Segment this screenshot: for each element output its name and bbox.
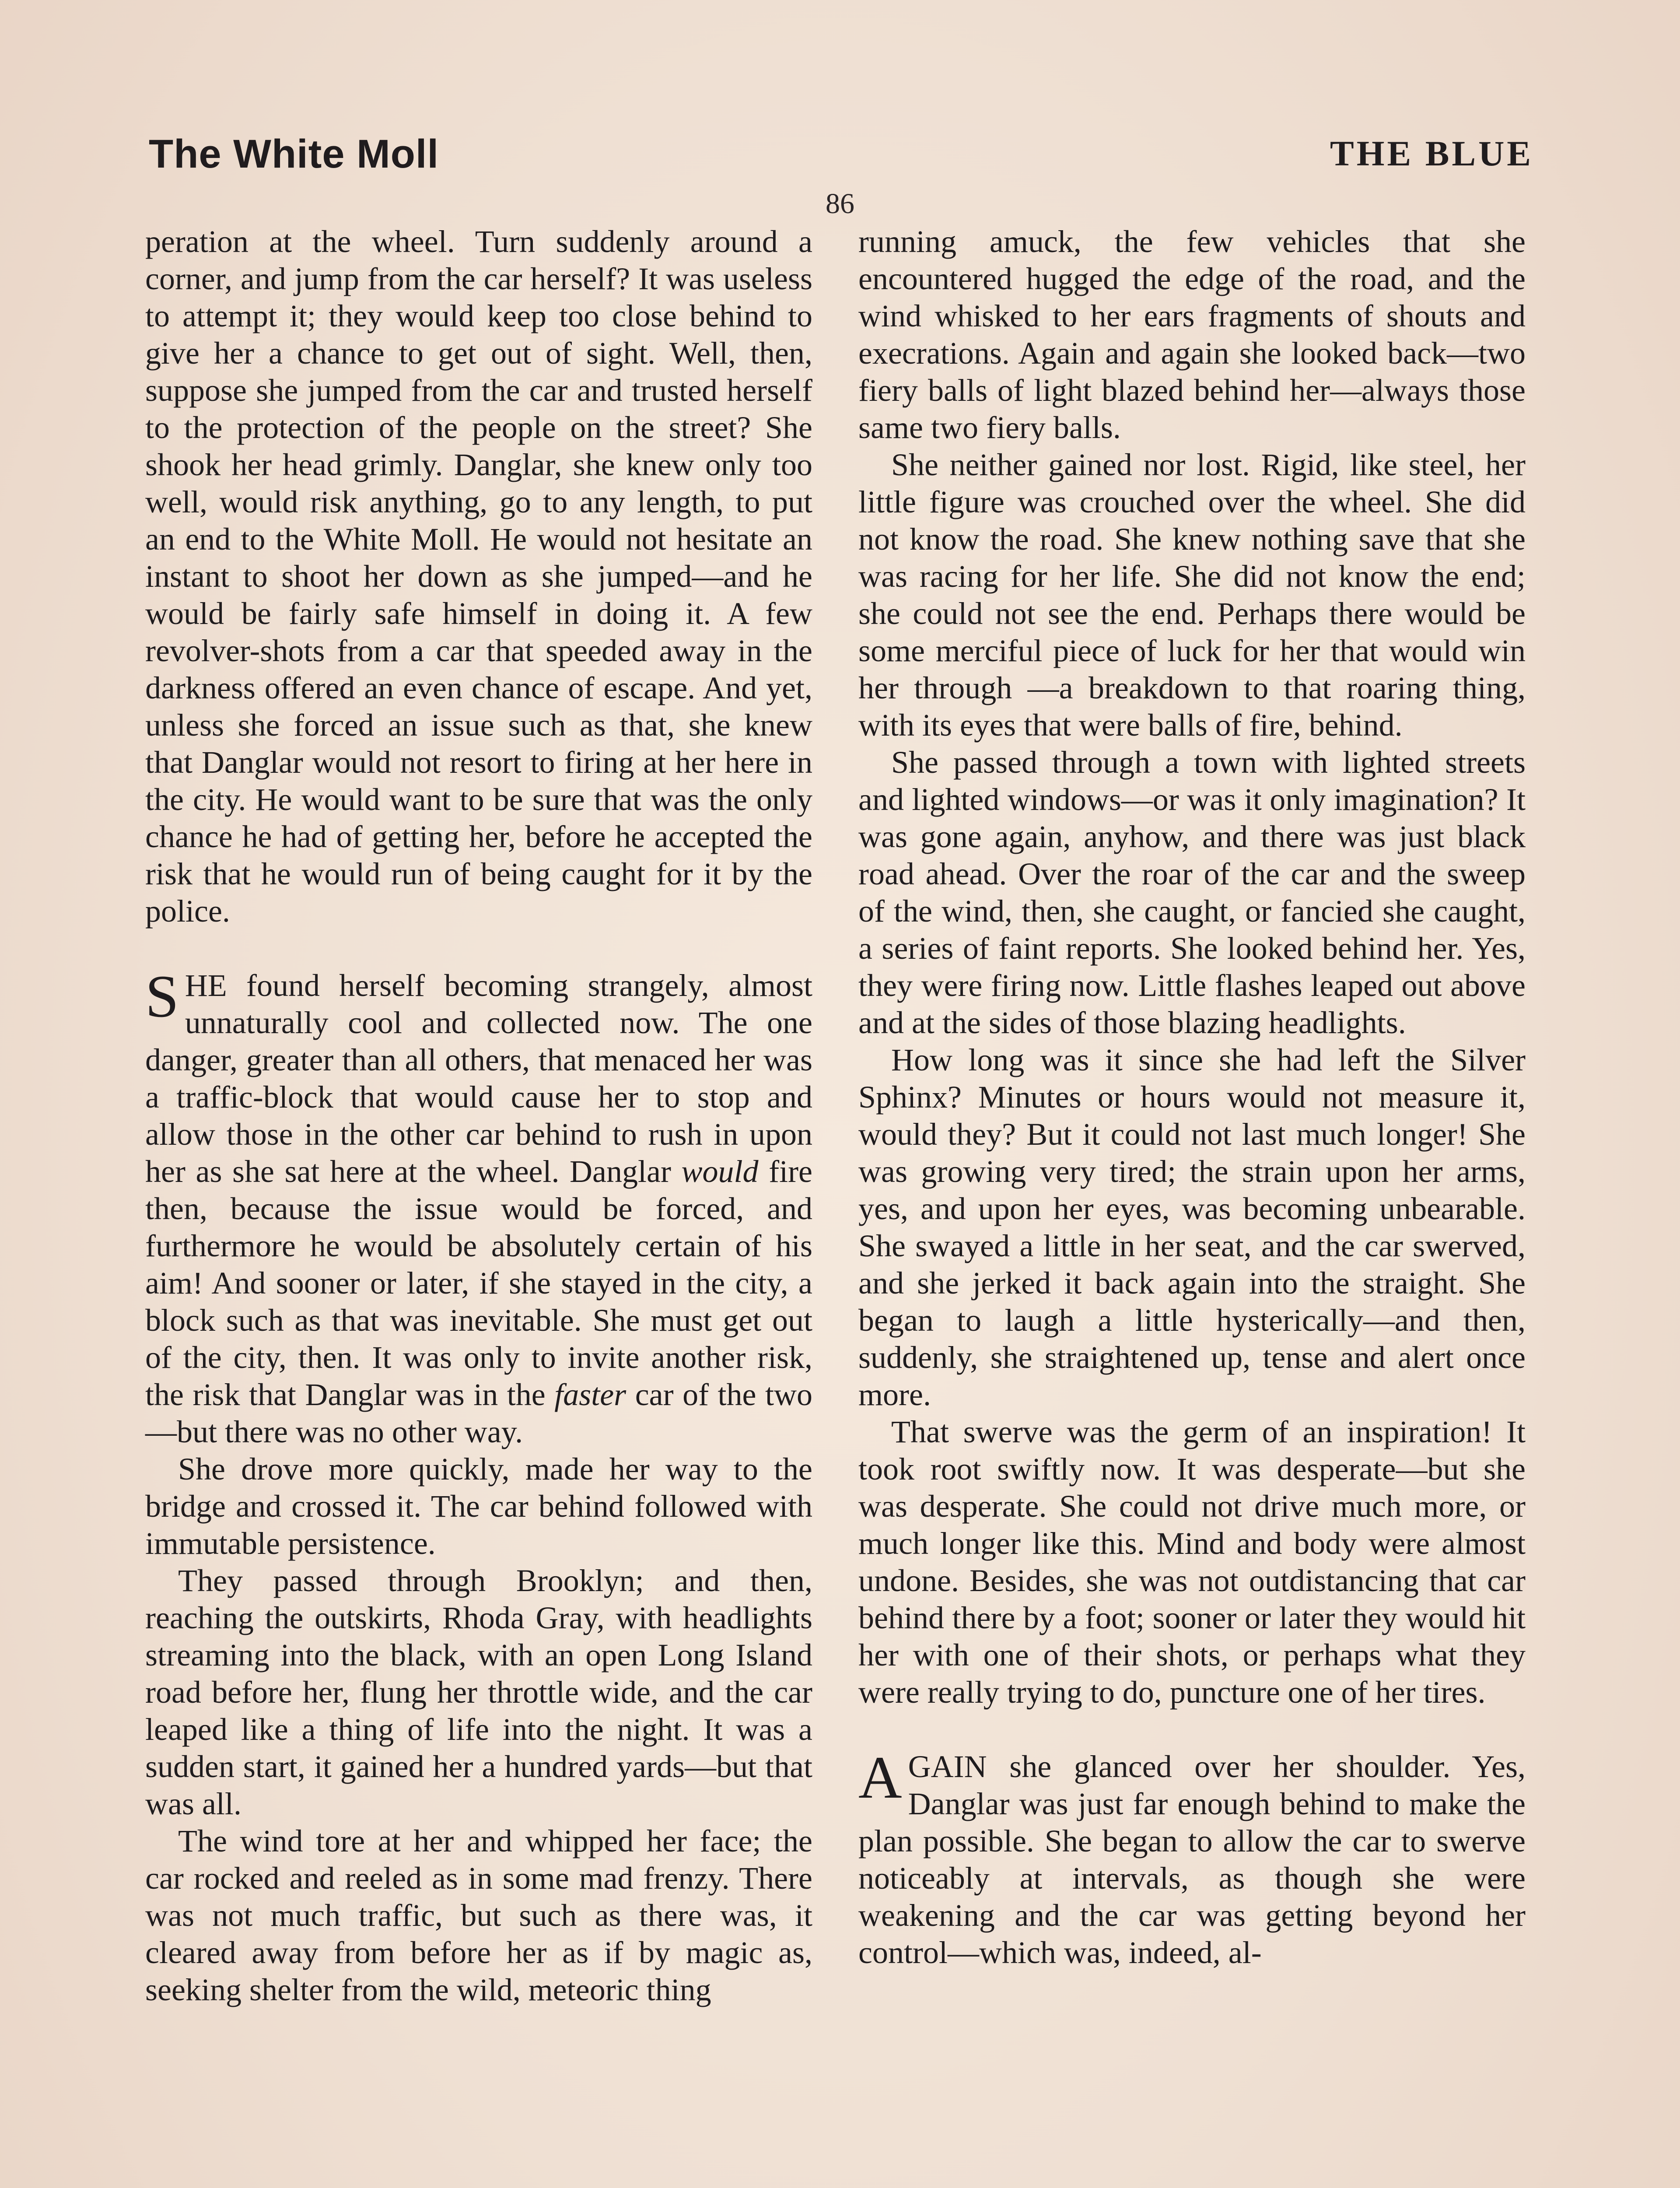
paragraph: peration at the wheel. Turn suddenly around a corner, and jump from the car herself? It was useless to attempt it; they would keep too close behind to give her a chance to get out of sight. Well, then, suppose she jumped from the car and trusted herself to the protection of the people on the street? She shook her head grimly. Danglar, she knew only too well, would risk anything, go to any length, to put an end to the White Moll. He would not hesitate an instant to shoot her down as she jumped—and he would be fairly safe himself in doing it. A few revolver-shots from a car that speeded away in the darkness offered an even chance of escape. And yet, unless she forced an issue such as that, she knew that Danglar would not resort to firing at her here in the city. He would want to be sure that was the only chance he had of getting her, before he accepted the risk that he would run of being caught for it by the police.	[145, 224, 812, 929]
running-title: The White Moll	[149, 132, 439, 176]
italic-word: would	[681, 1154, 759, 1189]
paragraph-text: fire then, because the issue would be forced, and furthermore he would be absolutely certain of his aim! And sooner or later, if she stayed in the city, a block such as that was inevitable. She must get out of the city, then. It was only to invite another risk, the risk that Danglar was in the	[145, 1154, 813, 1412]
paragraph: How long was it since she had left the Silver Sphinx? Minutes or hours would not measure it, would they? But it could not last much longer! She was growing very tired; the strain upon her arms, yes, and upon her eyes, was becoming unbearable. She swayed a little in her seat, and the car swerved, and she jerked it back again into the straight. She began to laugh a little hysterically—and then, suddenly, she straightened up, tense and alert once more.	[858, 1042, 1526, 1412]
paragraph: The wind tore at her and whipped her face; the car rocked and reeled as in some mad frenzy. There was not much traffic, but such as there was, it cleared away from before her as if by magic as, seeking shelter from the wild, meteoric thing	[145, 1823, 812, 2007]
paragraph: They passed through Brooklyn; and then, reaching the outskirts, Rhoda Gray, with headlights streaming into the black, with an open Long Island road before her, flung her throttle wide, and the car leaped like a thing of life into the night. It was a sudden start, it gained her a hundred yards—but that was all.	[145, 1563, 812, 1821]
italic-word: faster	[554, 1377, 626, 1412]
drop-cap: S	[145, 963, 179, 1030]
running-header	[149, 131, 1533, 179]
section-opening-paragraph	[145, 963, 813, 1451]
page-number: 86	[826, 188, 854, 220]
paragraph: She drove more quickly, made her way to the bridge and crossed it. The car behind followed with immutable persistence.	[145, 1452, 812, 1561]
left-column	[145, 223, 812, 2009]
running-section: THE BLUE	[1330, 133, 1533, 173]
paragraph: She neither gained nor lost. Rigid, like steel, her little figure was crouched over the wheel. She did not know the road. She knew nothing save that she was racing for her life. She did not know the end; she could not see the end. Perhaps there would be some merciful piece of luck for her that would win her through —a breakdown to that roaring thing, with its eyes that were balls of fire, behind.	[858, 447, 1526, 743]
right-column	[858, 223, 1526, 1971]
section-lead-in: HE	[185, 968, 227, 1003]
paragraph-text: she glanced over her shoulder. Yes, Danglar was just far enough behind to make the plan possible. She began to allow the car to swerve noticeably at intervals, as though she were weakening and the car was getting beyond her control—which was, indeed, al-	[858, 1749, 1526, 1970]
paragraph: That swerve was the germ of an inspiration! It took root swiftly now. It was desperate—but she was desperate. She could not drive much more, or much longer like this. Mind and body were almost undone. Besides, she was not outdistancing that car behind there by a foot; sooner or later they would hit her with one of their shots, or perhaps what they were really trying to do, puncture one of her tires.	[858, 1414, 1526, 1710]
paragraph-text: car of the two—but there was no other way.	[145, 1377, 812, 1449]
section-opening-paragraph	[858, 1744, 1526, 1971]
section-lead-in: GAIN	[908, 1749, 987, 1784]
paragraph-text: found herself becoming strangely, almost unnaturally cool and collected now. The one danger, greater than all others, that menaced her was a traffic-block that would cause her to stop and allow those in the other car behind to rush in upon her as she sat here at the wheel. Danglar	[145, 968, 812, 1189]
paragraph: She passed through a town with lighted streets and lighted windows—or was it only imagination? It was gone again, anyhow, and there was just black road ahead. Over the roar of the car and the sweep of the wind, then, she caught, or fancied she caught, a series of faint reports. She looked behind her. Yes, they were firing now. Little flashes leaped out above and at the sides of those blazing headlights.	[858, 745, 1526, 1040]
drop-cap: A	[858, 1744, 902, 1811]
paragraph: running amuck, the few vehicles that she encountered hugged the edge of the road, and the wind whisked to her ears fragments of shouts and execrations. Again and again she looked back—two fiery balls of light blazed behind her—always those same two fiery balls.	[858, 224, 1526, 445]
